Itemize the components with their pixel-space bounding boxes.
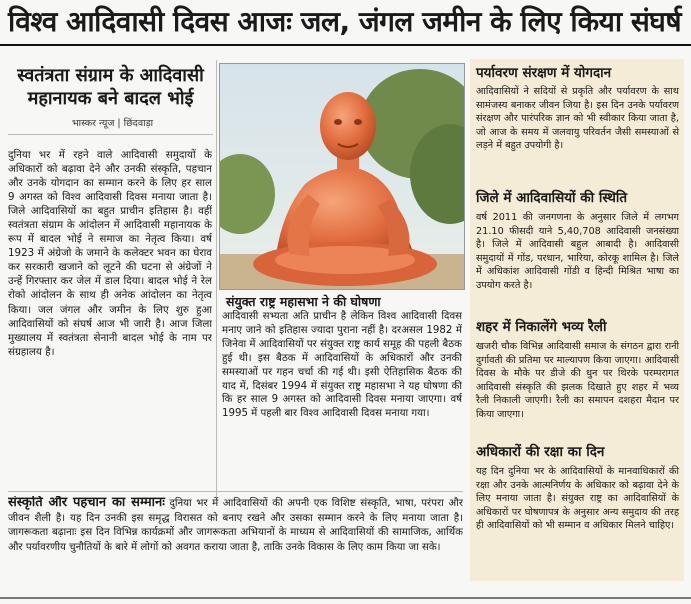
bottom-body: दुनिया भर में आदिवासियों की अपनी एक विशिष्ट संस्कृति, भाषा, परंपरा और जीवन शैली है। यह दिन उनकी इस समृद्ध विरासत को बनाए रखने और उसका सम्मान करने के लिए मनाया जाता है। जागरूकता बढ़ानाः इस दिन विभिन्न कार्यक्रमों और जागरूकता अभियानों के माध्यम से आदिवासियों की सामाजिक, आर्थिक और पर्यावरणीय चुनौतियों के बारे में लोगों को अवगत कराया जाता है, ताकि उनके विकास के लिए काम किया जा सके। [8, 498, 463, 553]
sidebar-body-rally: खजरी चौक विभिन्न आदिवासी समाज के संगठन द्वारा रानी दुर्गावती की प्रतिमा पर माल्यापण किया जाएगा। आदिवासी दिवस के मौके पर डीजे की धुन पर थिरके परम्परागत आदिवासी संस्कृति की झलक दिखाते हुए शहर में भव्य रैली निकाली जाएगी। रैली का समापन दशहरा मैदान पर किया जाएगा। [476, 341, 679, 420]
sidebar-body-rights: यह दिन दुनिया भर के आदिवासियों के मानवाधिकारों की रक्षा और उनके आत्मनिर्णय के अधिकार को बढ़ावा देने के लिए मनाया जाता है। संयुक्त राष्ट्र का आदिवासियों के अधिकारों पर घोषणापत्र के अनुसार अन्य समुदाय की तरह ही आदिवासियों को भी सम्मान व अधिकार मिलने चाहिए। [476, 466, 679, 532]
byline-source: भास्कर न्यूज [72, 118, 115, 129]
left-title-line2: महानायक बने बादल भोई [27, 88, 194, 109]
sidebar [470, 59, 684, 581]
left-divider [8, 134, 213, 135]
headline: विश्व आदिवासी दिवस आजः जल, जंगल जमीन के लिए किया संघर्ष [8, 5, 682, 38]
byline-place: छिंदवाड़ा [123, 118, 154, 129]
left-body: दुनिया भर में रहने वाले आदिवासी समुदायों के अधिकारों को बढ़ावा देने और उनकी संस्कृति, पहचान और उनके योगदान का सम्मान करने के लिए हर साल 9 अगस्त को विश्व आदिवासी दिवस मनाया जाता है। जिले आदिवासियों का बहुत प्राचीन इतिहास है। वहीं स्वतंत्रता संग्राम के आंदोलन में आदिवासी महानायक के रूप में बादल भोई ने समाज का नेतृत्व किया। वर्ष 1923 में अंग्रेजो के जमाने के कलेक्टर भवन का घेराव कर सरकारी खजाने को लूटने की घटना से अंग्रेजों ने उन्हें गिरफ्तार कर जेल में डाल दिया। बादल भोई ने रेल रोको आंदोलन के साथ ही अनेक आंदोलन का नेतृत्व किया। जल जंगल और जमीन के लिए शुरु हुआ आदिवासियों को संघर्ष आज भी जारी है। आज जिला मुख्यालय में स्वतंत्रता सेनानी बादल भोई के नाम पर संग्रहालय है। [8, 149, 212, 358]
sidebar-body-district: वर्ष 2011 की जनगणना के अनुसार जिले में लगभग 21.10 फीसदी याने 5,40,708 आदिवासी जनसंख्या है। जिले में आदिवासी बहुल आबादी है। आदिवासी समुदायों में गोंड, परधान, भारिया, कोरकू शामिल है। जिले में अधिकांश आदिवासी गोंडी व हिन्दी मिश्रित भाषा का उपयोग करते है। [476, 212, 679, 291]
middle-body: आदिवासी सभ्यता अति प्राचीन है लेकिन विश्व आदिवासी दिवस मनाए जाने को इतिहास ज्यादा पुराना नहीं है। दरअसल 1982 में जिनेवा में आदिवासियों पर संयुक्त राष्ट्र कार्य समूह की पहली बैठक हुई थी। इस बैठक में आदिवासियों के अधिकारों और उनकी समस्याओं पर गहन चर्चा की गई थी। इसी ऐतिहासिक बैठक की याद में, दिसंबर 1994 में संयुक्त राष्ट्र महासभा ने यह घोषणा की कि हर साल 9 अगस्त को आदिवासी दिवस मनाया जाएगा। वर्ष 1995 में पहली बार विश्व आदिवासी दिवस मनाया गया। [222, 311, 462, 420]
sidebar-body-environment: आदिवासियों ने सदियों से प्रकृति और पर्यावरण के साथ सामंजस्य बनाकर जीवन जिया है। इस दिन उनके पर्यावरण संरक्षण और पारंपरिक ज्ञान को भी स्वीकार किया जाता है, जो आज के समय में जलवायु परिवर्तन जैसी समस्याओं से लड़ने में बहुत उपयोगी है। [476, 86, 679, 152]
left-title-line1: स्वतंत्रता संग्राम के आदिवासी [17, 65, 204, 86]
statue-photo [219, 63, 465, 290]
sidebar-heading-environment: पर्यावरण संरक्षण में योगदान [476, 65, 612, 81]
sidebar-heading-district: जिले में आदिवासियों की स्थिति [476, 190, 628, 206]
statue-illustration [220, 64, 464, 289]
sidebar-heading-rights: अधिकारों की रक्षा का दिन [476, 444, 605, 460]
bottom-divider [8, 491, 463, 492]
photo-caption: संयुक्त राष्ट्र महासभा ने की घोषणा [226, 294, 381, 309]
bottom-rule [0, 597, 691, 599]
column-divider [216, 60, 217, 500]
headline-rule [0, 44, 691, 46]
sidebar-heading-rally: शहर में निकालेंगे भव्य रैली [476, 319, 607, 335]
bottom-heading: संस्कृति और पहचान का सम्मानः [8, 496, 165, 510]
byline: भास्कर न्यूज | छिंदवाड़ा [72, 118, 154, 129]
bottom-paragraph [8, 496, 463, 586]
